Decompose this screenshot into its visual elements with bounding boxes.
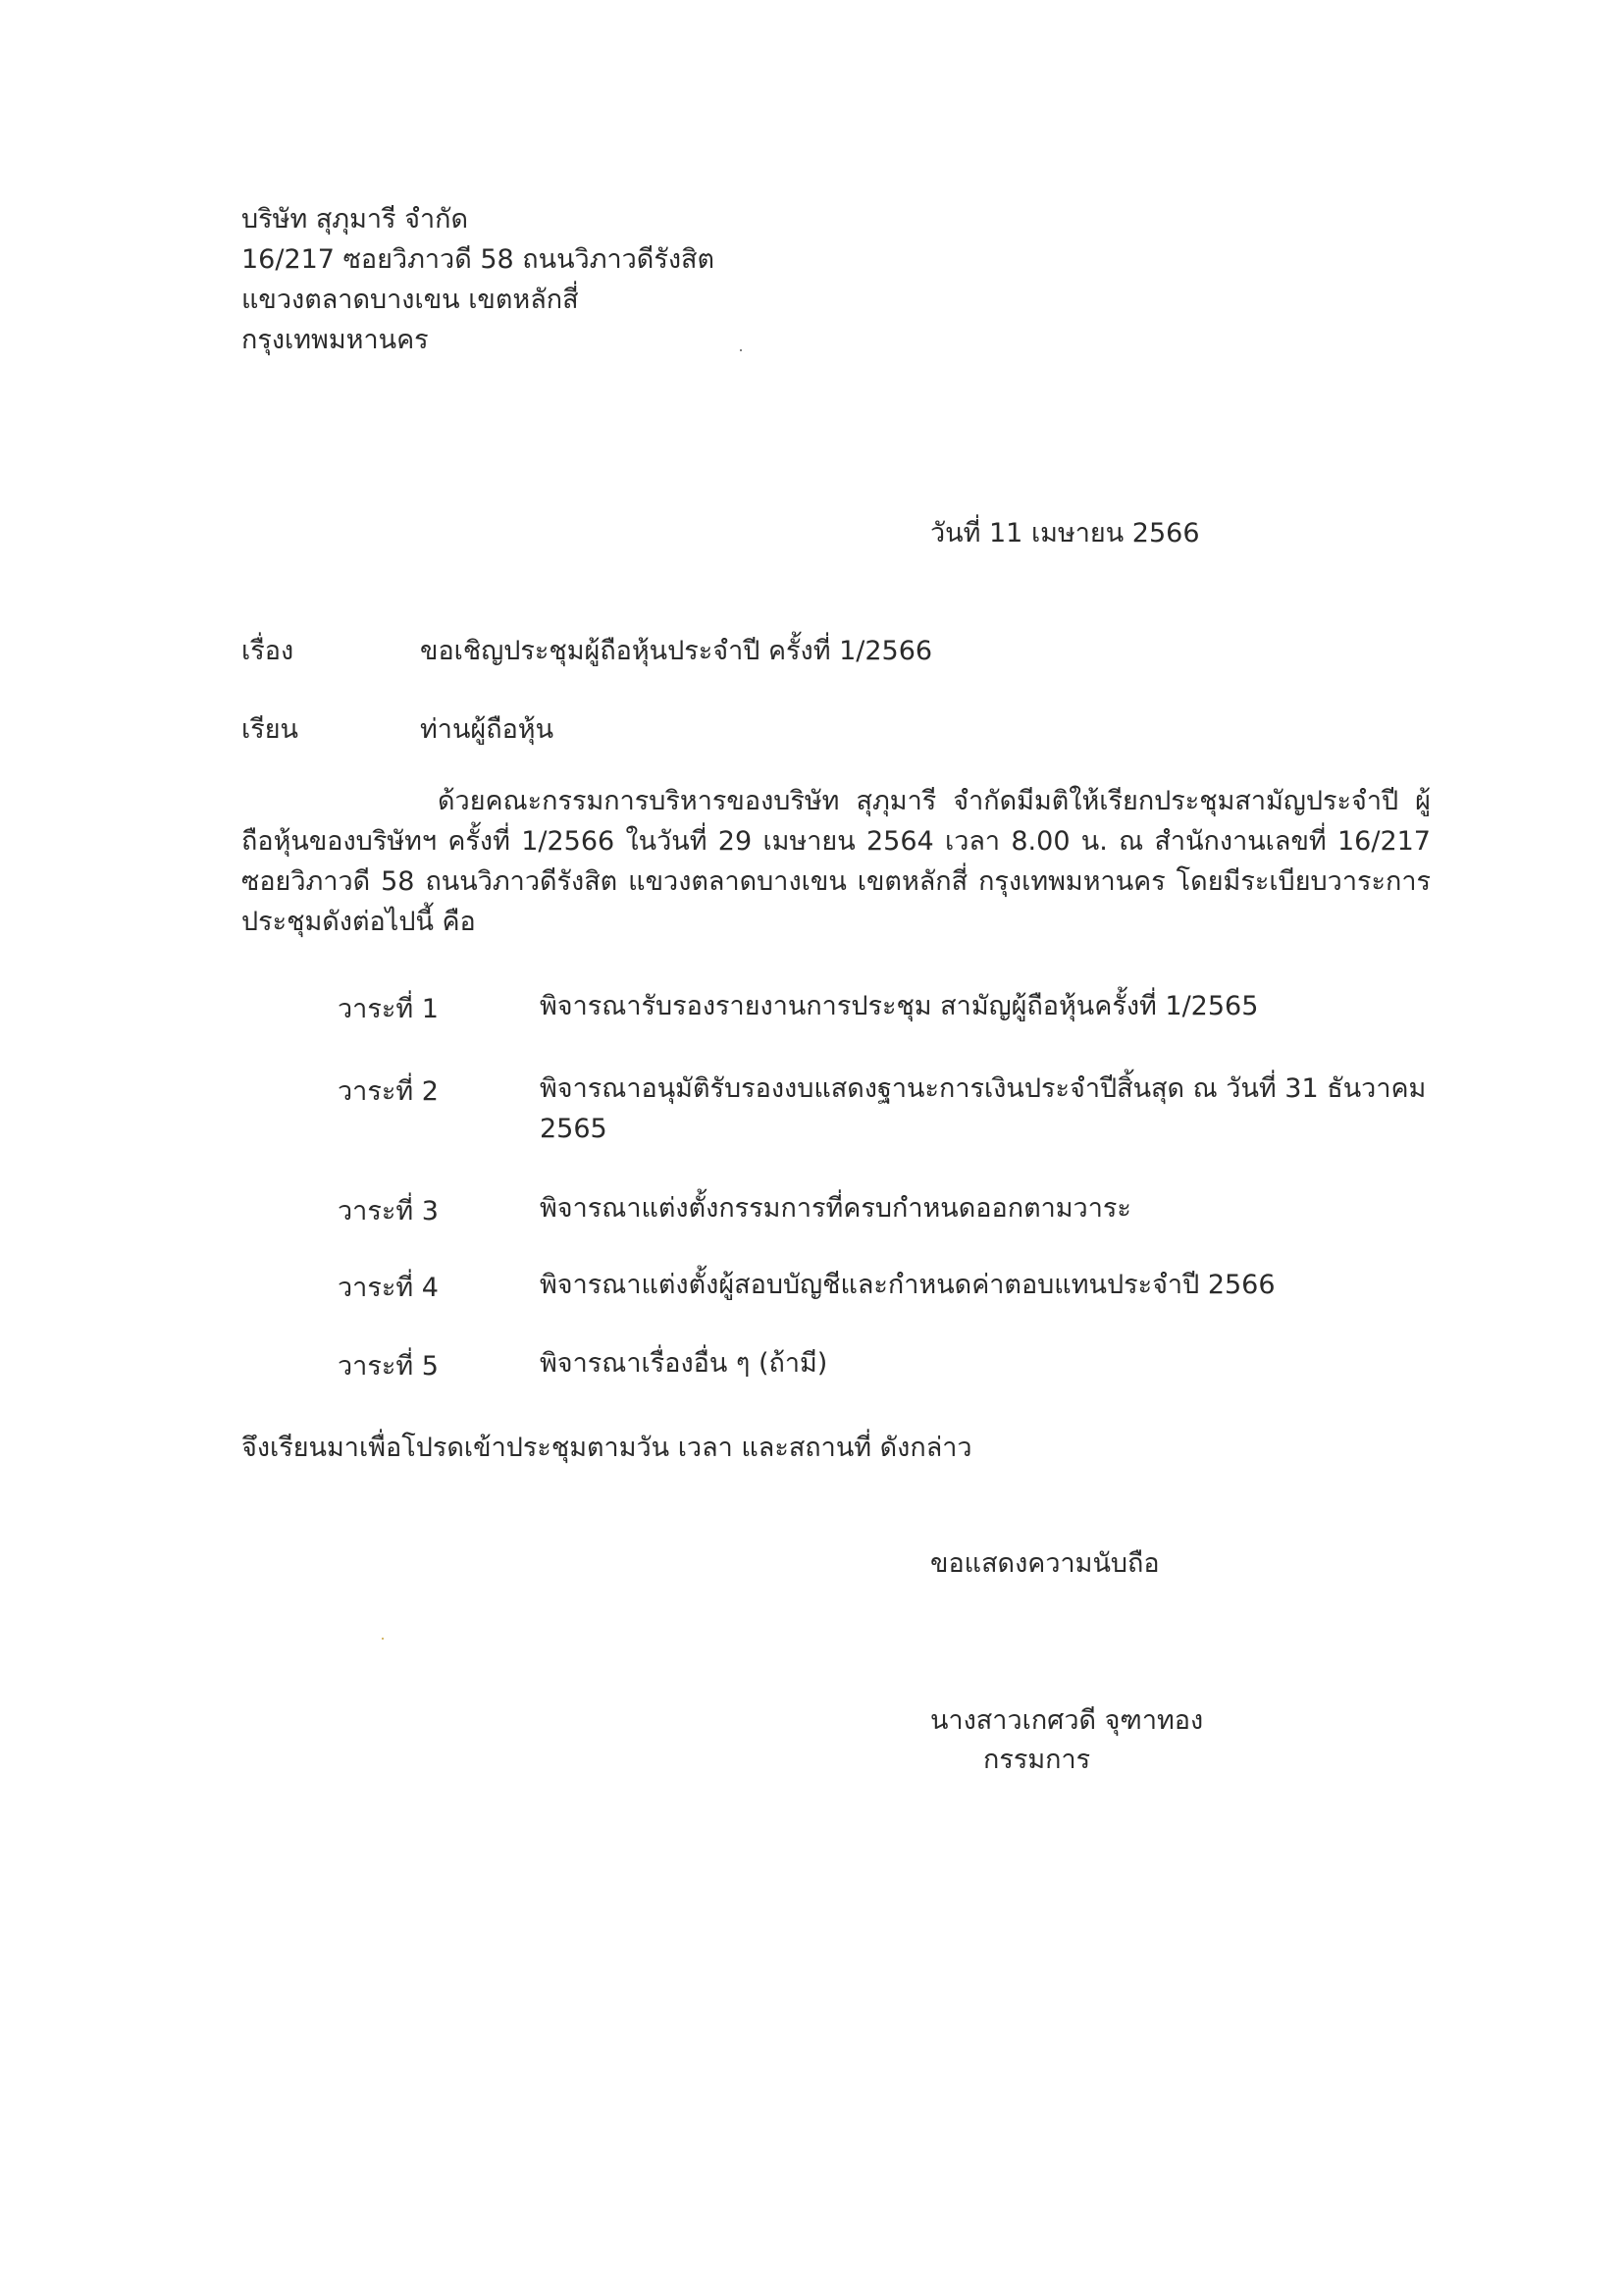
agenda-label-2: วาระที่ 2 — [338, 1076, 439, 1107]
sender-address-line-1: 16/217 ซอยวิภาวดี 58 ถนนวิภาวดีรังสิต — [241, 244, 715, 275]
salutation-text: ท่านผู้ถือหุ้น — [420, 714, 554, 745]
subject-text: ขอเชิญประชุมผู้ถือหุ้นประจำปี ครั้งที่ 1/2566 — [420, 636, 933, 666]
subject-label: เรื่อง — [241, 636, 294, 666]
agenda-text-5: พิจารณาเรื่องอื่น ๆ (ถ้ามี) — [540, 1348, 828, 1379]
sender-company: บริษัท สุภุมารี จำกัด — [241, 204, 469, 235]
signatory-title: กรรมการ — [983, 1745, 1091, 1775]
letter-body: ด้วยคณะกรรมการบริหารของบริษัท สุภุมารี จำกัดมีมติให้เรียกประชุมสามัญประจำปี ผู้ถือหุ้นของบริษัทฯ ครั้งที่ 1/2566 ในวันที่ 29 เมษายน 2564 เวลา 8.00 น. ณ สำนักงานเลขที่ 16/217 ซอยวิภาวดี 58 ถนนวิภาวดีรังสิต แขวงตลาดบางเขน เขตหลักสี่ กรุงเทพมหานคร โดยมีระเบียบวาระการประชุมดังต่อไปนี้ คือ — [241, 786, 1431, 937]
agenda-text-4: พิจารณาแต่งตั้งผู้สอบบัญชีและกำหนดค่าตอบแทนประจำปี 2566 — [540, 1270, 1276, 1300]
scan-speck — [740, 349, 742, 351]
agenda-label-1: วาระที่ 1 — [338, 994, 439, 1024]
agenda-label-3: วาระที่ 3 — [338, 1196, 439, 1226]
agenda-text-1: พิจารณารับรองรายงานการประชุม สามัญผู้ถือหุ้นครั้งที่ 1/2565 — [540, 991, 1259, 1021]
signatory-name: นางสาวเกศวดี จุฑาทอง — [930, 1705, 1204, 1736]
signoff: ขอแสดงความนับถือ — [930, 1548, 1160, 1579]
sender-address-line-2: แขวงตลาดบางเขน เขตหลักสี่ — [241, 285, 579, 315]
agenda-text-3: พิจารณาแต่งตั้งกรรมการที่ครบกำหนดออกตามวาระ — [540, 1193, 1131, 1224]
agenda-label-5: วาระที่ 5 — [338, 1351, 439, 1382]
sender-address-line-3: กรุงเทพมหานคร — [241, 325, 429, 355]
closing-sentence: จึงเรียนมาเพื่อโปรดเข้าประชุมตามวัน เวลา และสถานที่ ดังกล่าว — [241, 1433, 972, 1463]
agenda-text-2: พิจารณาอนุมัติรับรองงบแสดงฐานะการเงินประจำปีสิ้นสุด ณ วันที่ 31 ธันวาคม 2565 — [540, 1073, 1427, 1144]
scan-speck — [382, 1638, 384, 1640]
agenda-label-4: วาระที่ 4 — [338, 1273, 439, 1303]
salutation-label: เรียน — [241, 714, 299, 745]
letter-date: วันที่ 11 เมษายน 2566 — [930, 518, 1200, 548]
